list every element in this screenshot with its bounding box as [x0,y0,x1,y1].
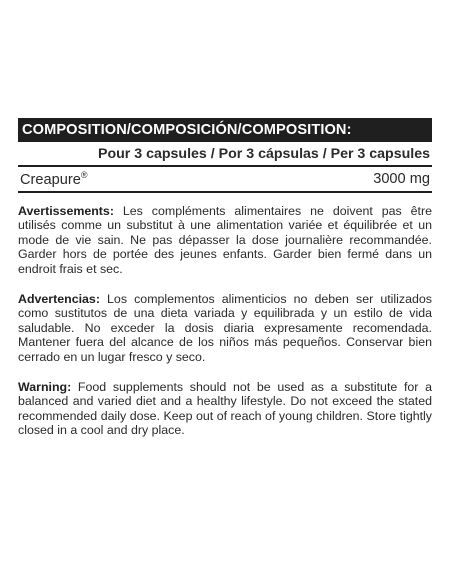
serving-size: Pour 3 capsules / Por 3 cápsulas / Per 3 capsules [18,142,432,167]
warning-text-french: Les compléments alimentaires ne doivent pas être utilisés comme un substitut à une alimentation variée et équilibrée et un mode de vie sain. Ne pas dépasser la dose journalière recommandée. Garder hors de portée des jeunes enfants. Garder bien fermé dans un endroit frais et sec. [18,204,432,276]
warning-english [18,380,432,438]
registered-mark: ® [80,170,88,181]
ingredient-amount: 3000 mg [373,171,430,187]
supplement-label [18,118,432,454]
ingredient-name [20,170,87,188]
warning-text-english: Food supplements should not be used as a substitute for a balanced and varied diet and a healthy lifestyle. Do not exceed the stated recommended daily dose. Keep out of reach of young children. Store tightly closed in a cool and dry place. [18,380,432,438]
warning-spanish [18,292,432,364]
warnings-section [18,204,432,438]
warning-title-french: Avertissements: [18,204,114,218]
warning-text-spanish: Los complementos alimenticios no deben ser utilizados como sustitutos de una dieta variada y equilibrada y un estilo de vida saludable. No exceder la dosis diaria expresamente recomendada. Mantener fuera del alcance de los niños más pequeños. Conservar bien cerrado en un lugar fresco y seco. [18,292,432,364]
warning-french [18,204,432,276]
ingredient-row [18,167,432,193]
ingredient-name-text: Creapure [20,171,81,188]
warning-title-english: Warning: [18,380,72,395]
warning-title-spanish: Advertencias: [18,292,100,307]
composition-header: COMPOSITION/COMPOSICIÓN/COMPOSITION: [18,118,432,142]
